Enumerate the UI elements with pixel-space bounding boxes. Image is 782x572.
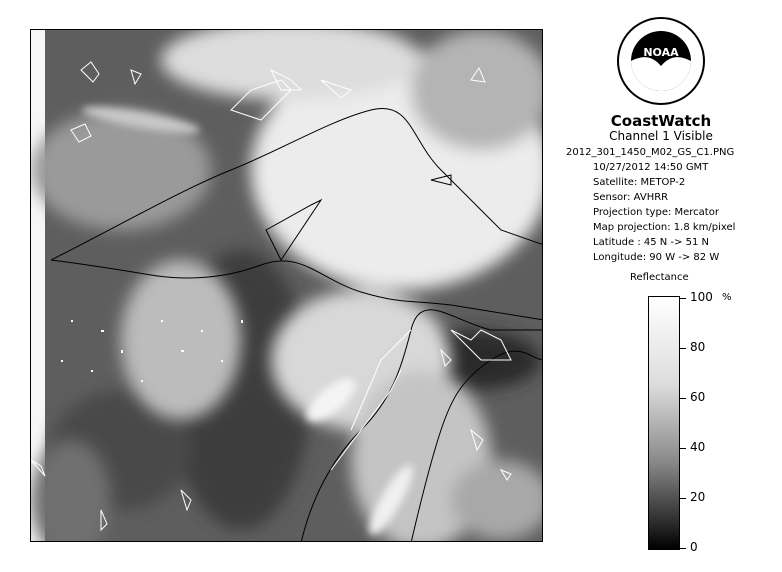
- tick-label-100: 100: [690, 290, 713, 304]
- product-title: CoastWatch: [610, 112, 712, 130]
- satellite: Satellite: METOP-2: [593, 177, 686, 188]
- tick-label-60: 60: [690, 390, 706, 404]
- legend-title: Reflectance: [630, 272, 689, 283]
- longitude-range: Longitude: 90 W -> 82 W: [593, 252, 720, 263]
- projection-type: Projection type: Mercator: [593, 207, 719, 218]
- tick-mark: [680, 498, 686, 499]
- tick-label-80: 80: [690, 340, 706, 354]
- reflectance-colorbar: [648, 296, 680, 550]
- tick-label-20: 20: [690, 490, 706, 504]
- legend-unit: %: [722, 292, 732, 303]
- filename: 2012_301_1450_M02_GS_C1.PNG: [566, 147, 735, 158]
- sensor: Sensor: AVHRR: [593, 192, 669, 203]
- tick-label-40: 40: [690, 440, 706, 454]
- tick-label-0: 0: [690, 540, 698, 554]
- tick-mark: [680, 348, 686, 349]
- tick-mark: [680, 448, 686, 449]
- product-subtitle: Channel 1 Visible: [609, 129, 713, 143]
- datetime: 10/27/2012 14:50 GMT: [593, 162, 709, 173]
- tick-mark: [680, 298, 686, 299]
- tick-mark: [680, 548, 686, 549]
- satellite-image: [31, 30, 543, 542]
- latitude-range: Latitude : 45 N -> 51 N: [593, 237, 709, 248]
- satellite-map: [30, 29, 543, 542]
- logo-center-text: NOAA: [643, 46, 679, 59]
- map-projection: Map projection: 1.8 km/pixel: [593, 222, 736, 233]
- noaa-logo: [616, 16, 706, 106]
- tick-mark: [680, 398, 686, 399]
